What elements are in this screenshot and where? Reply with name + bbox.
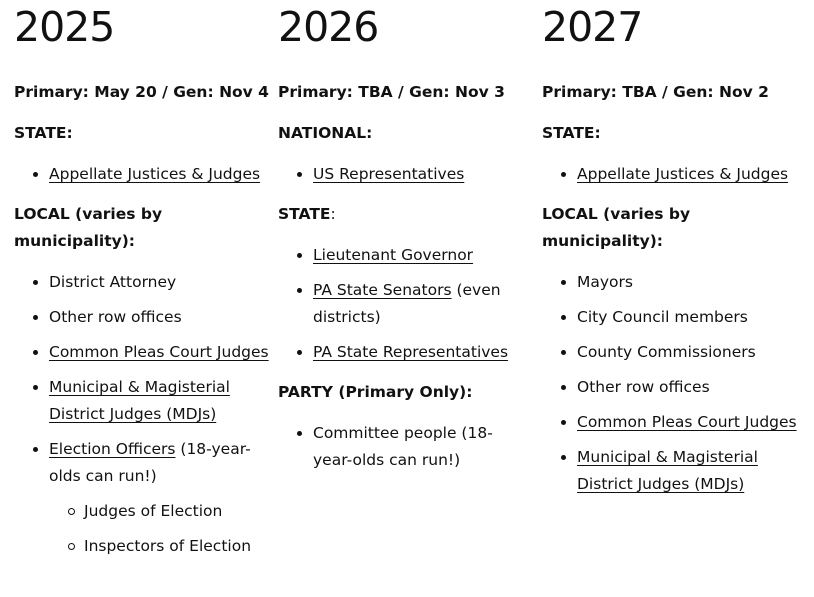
list-item <box>577 161 804 188</box>
list-item: Committee people (18-year-olds can run!) <box>313 420 518 474</box>
election-officers-link[interactable]: Election Officers <box>49 440 176 458</box>
common-pleas-link[interactable]: Common Pleas Court Judges <box>49 343 269 361</box>
state-heading: STATE: <box>542 124 601 142</box>
election-officers-note: (18-year-olds can run!) <box>49 440 251 485</box>
list-item <box>577 444 804 498</box>
list-item <box>49 161 272 188</box>
mdjs-link[interactable]: Municipal & Magisterial District Judges (MDJs) <box>577 448 758 493</box>
appellate-judges-link[interactable]: Appellate Justices & Judges <box>49 165 261 183</box>
state-heading: STATE: <box>14 124 73 142</box>
local-heading: LOCAL (varies by municipality): <box>14 205 163 250</box>
lt-governor-link[interactable]: Lieutenant Governor <box>313 246 474 264</box>
list-item: Inspectors of Election <box>84 533 272 560</box>
election-dates: Primary: TBA / Gen: Nov 3 <box>278 83 505 101</box>
state-list <box>14 161 272 188</box>
list-item <box>49 339 272 366</box>
mdjs-link[interactable]: Municipal & Magisterial District Judges (MDJs) <box>49 378 230 423</box>
national-heading: NATIONAL: <box>278 124 373 142</box>
list-item: Judges of Election <box>84 498 272 525</box>
election-dates: Primary: May 20 / Gen: Nov 4 <box>14 83 269 101</box>
list-item <box>49 436 272 560</box>
list-item <box>49 374 272 428</box>
election-dates: Primary: TBA / Gen: Nov 2 <box>542 83 769 101</box>
local-list <box>14 269 272 560</box>
state-heading-text: STATE <box>278 205 331 223</box>
local-list <box>542 269 804 498</box>
party-list <box>278 420 518 474</box>
appellate-judges-link[interactable]: Appellate Justices & Judges <box>577 165 789 183</box>
national-list <box>278 161 518 188</box>
state-senators-link[interactable]: PA State Senators <box>313 281 452 299</box>
list-item: City Council members <box>577 304 804 331</box>
state-senators-note: (even districts) <box>313 281 501 326</box>
list-item <box>313 161 518 188</box>
year-heading: 2025 <box>14 3 115 51</box>
list-item: County Commissioners <box>577 339 804 366</box>
state-list <box>542 161 804 188</box>
list-item <box>313 277 518 331</box>
us-representatives-link[interactable]: US Representatives <box>313 165 465 183</box>
party-heading: PARTY (Primary Only): <box>278 383 473 401</box>
state-list <box>278 242 518 366</box>
common-pleas-link[interactable]: Common Pleas Court Judges <box>577 413 797 431</box>
local-heading: LOCAL (varies by municipality): <box>542 205 691 250</box>
state-heading-colon: : <box>330 205 336 223</box>
list-item: Other row offices <box>49 304 272 331</box>
list-item <box>313 242 518 269</box>
list-item: Mayors <box>577 269 804 296</box>
list-item: District Attorney <box>49 269 272 296</box>
list-item <box>577 409 804 436</box>
state-heading <box>278 201 518 228</box>
year-heading: 2027 <box>542 3 643 51</box>
list-item: Other row offices <box>577 374 804 401</box>
state-representatives-link[interactable]: PA State Representatives <box>313 343 509 361</box>
year-heading: 2026 <box>278 3 379 51</box>
election-officers-sublist <box>49 498 272 560</box>
list-item <box>313 339 518 366</box>
